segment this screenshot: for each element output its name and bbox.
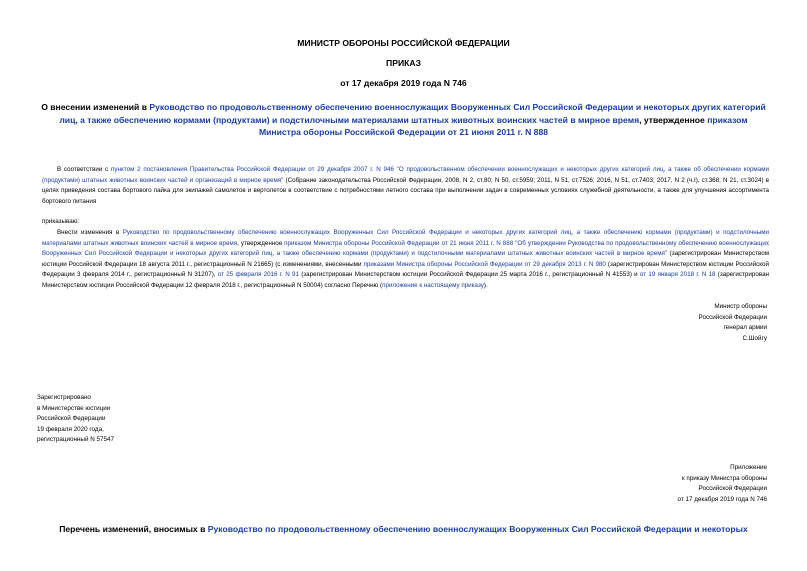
appendix-country: Российской Федерации	[698, 485, 767, 492]
body-appendix-link[interactable]: приложение к настоящему приказу	[382, 281, 484, 289]
preamble-text-1: В соответствии с	[57, 166, 112, 173]
body-text-4: (зарегистрирован Министерством юстиции Российской Федерации 3 февраля 2014 г., регистрационный N 31207),	[42, 260, 769, 278]
document-title	[40, 101, 767, 139]
body-order-18-link[interactable]: от 19 января 2018 г. N 18	[639, 271, 716, 278]
registration-block	[37, 393, 114, 446]
appendix-label: Приложение	[730, 464, 767, 471]
body-order-91-link[interactable]: от 25 февраля 2016 г. N 91	[217, 271, 299, 278]
signature-rank: генерал армии	[723, 324, 767, 331]
title-guideline-link[interactable]: Руководство по продовольственному обеспечению военнослужащих Вооруженных Сил Российской Федерации и некоторых других категорий лиц, а также обеспечению кормами (продуктами) и подстилочными материалами штатных животных воинских частей в мирное время	[59, 102, 766, 125]
appendix-order-ref: к приказу Министра обороны	[681, 474, 767, 482]
title-order-link[interactable]: приказом Министра обороны Российской Федерации от 21 июня 2011 г. N 888	[258, 114, 748, 137]
list-title-prefix: Перечень изменений, вносимых в	[59, 524, 208, 534]
registration-line-5: регистрационный N 57547	[37, 436, 115, 443]
order-body-paragraph	[42, 228, 769, 291]
body-text-5: (зарегистрирован Министерством юстиции Российской Федерации 25 марта 2016 г., регистрационный N 41553) и	[298, 271, 640, 278]
registration-line-3: Российской Федерации	[37, 415, 106, 422]
body-order-888-link[interactable]: приказом Министра обороны Российской Федерации от 21 июня 2011 г. N 888 "Об утверждении Руководства по продовольственному обеспечению военнослужащих Вооруженных Сил Российской Федерации и некоторых других категорий лиц, а также обеспечению кормами (продуктами) и подстилочными материалами штатных животных воинских частей в мирное время"	[42, 239, 770, 257]
registration-line-1: Зарегистрировано	[37, 394, 91, 401]
document-type: ПРИКАЗ	[386, 58, 421, 68]
changes-list-title	[40, 523, 767, 536]
preamble-text-2: (Собрание законодательства Российской Федерации, 2008, N 2, ст.80; N 50, ст.5959; 2011, N 51, ст.7526; 2016, N 51, ст.7403; 2017, N 2 (ч.I), ст.368; N 21, ст.3024) в целях приведения состава бортового пайка для экипажей самолетов и вертолетов в соответствие с потребностями летного состава при выполнении задач в современных условиях служебной деятельности, а также для улучшения ассортимента бортового питания	[42, 176, 769, 205]
issuer-heading: МИНИСТР ОБОРОНЫ РОССИЙСКОЙ ФЕДЕРАЦИИ	[297, 38, 510, 48]
body-order-980-link[interactable]: приказами Министра обороны Российской Федерации от 29 декабря 2013 г. N 980	[363, 260, 606, 268]
title-middle: , утвержденное	[639, 114, 708, 125]
body-text-2: , утвержденное	[237, 239, 285, 247]
list-title-guideline-link[interactable]: Руководство по продовольственному обеспечению военнослужащих Вооруженных Сил Российской Федерации и некоторых	[207, 524, 748, 534]
body-text-6: (зарегистрирован Министерством юстиции Российской Федерации 12 февраля 2018 г., регистрационный N 50004) согласно Перечню (	[42, 271, 770, 289]
title-prefix: О внесении изменений в	[41, 102, 150, 112]
registration-line-4: 19 февраля 2020 года,	[37, 425, 104, 433]
signature-country: Российской Федерации	[698, 313, 767, 321]
appendix-date-number: от 17 декабря 2019 года N 746	[677, 495, 767, 503]
registration-line-2: в Министерстве юстиции	[37, 404, 111, 412]
order-word: приказываю:	[42, 218, 80, 225]
preamble-paragraph	[42, 165, 769, 207]
body-text-7: ).	[483, 281, 488, 289]
signature-block	[699, 302, 767, 344]
body-guideline-link[interactable]: Руководство по продовольственному обеспечению военнослужащих Вооруженных Сил Российской Федерации и некоторых других категорий лиц, а также обеспечению кормами (продуктами) и подстилочными материалами штатных животных воинских частей в мирное время	[42, 229, 769, 247]
body-text-3: (зарегистрирован Министерством юстиции Российской Федерации 18 августа 2011 г., регистрационный N 21665) (с изменениями, внесенными	[42, 250, 769, 268]
appendix-reference-block	[677, 463, 767, 505]
document-date-number: от 17 декабря 2019 года N 746	[340, 78, 467, 88]
preamble-decree-link[interactable]: пунктом 2 постановления Правительства Российской Федерации от 29 декабря 2007 г. N 946 "О продовольственном обеспечении военнослужащих и некоторых других категорий лиц, а также об обеспечении кормами (продуктами) штатных животных воинских частей и организаций в мирное время"	[42, 166, 769, 184]
signature-position: Министр обороны	[714, 303, 767, 310]
body-text-1: Внести изменения в	[57, 229, 123, 236]
signature-name: С.Шойгу	[742, 334, 767, 342]
